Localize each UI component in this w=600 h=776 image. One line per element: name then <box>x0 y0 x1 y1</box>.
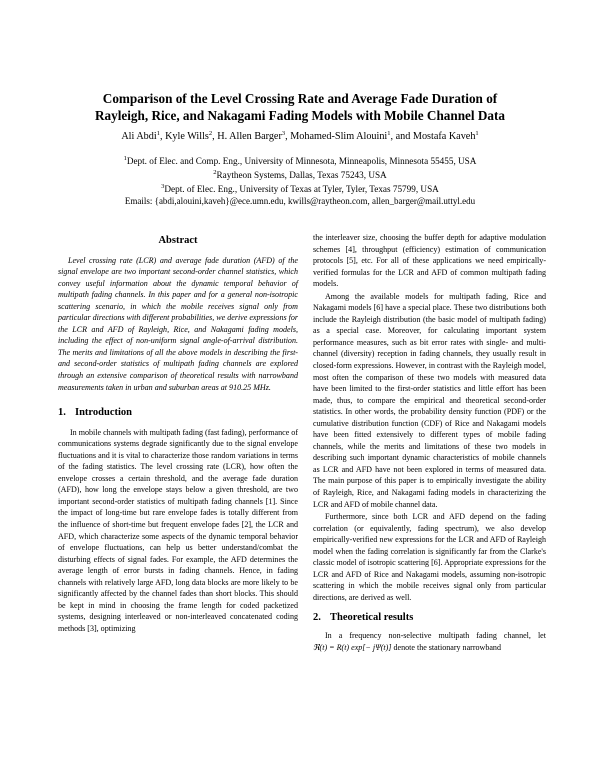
author-affil-mark: 1 <box>387 130 391 137</box>
author-separator: , <box>212 131 218 142</box>
author-affil-mark: 1 <box>156 130 160 137</box>
affil-mark: 3 <box>161 183 165 190</box>
author-list <box>40 127 560 144</box>
section-heading-theoretical-results <box>313 612 546 624</box>
abstract-text: Level crossing rate (LCR) and average fade duration (AFD) of the signal envelope are two important second-order channel statistics, which convey useful information about the dynamic temporal behavior of multipath fading channels. In this paper and for a general non-isotropic scattering scenario, in which the mobile receives signal only from particular directions with different probabilities, we derive expressions for the LCR and AFD of Rayleigh, Rice, and Nakagami fading models, including the effect of non-uniform signal angle-of-arrival distribution. The merits and limitations of all the above models in describing the first- and second-order statistics of multipath fading channels are explored through an extensive comparison of theoretical results with narrowband measurements taken in urban and suburban areas at 910.25 MHz. <box>58 255 298 392</box>
author-affil-mark: 2 <box>208 130 213 137</box>
affil-mark: 2 <box>213 169 217 176</box>
author-name: Mostafa Kaveh <box>412 131 476 142</box>
affil-text: Dept. of Elec. Eng., University of Texas at Tyler, Tyler, Texas 75799, USA <box>164 184 439 194</box>
section-number: 2. <box>313 611 321 623</box>
affiliation-3 <box>40 180 560 196</box>
section-title: Theoretical results <box>330 611 414 623</box>
title-line-1: Comparison of the Level Crossing Rate and Average Fade Duration of <box>102 91 498 106</box>
section-number: 1. <box>58 407 66 419</box>
theory-text: denote the stationary narrowband <box>393 642 501 652</box>
right-column <box>313 232 546 653</box>
abstract-heading: Abstract <box>158 235 198 246</box>
section-title: Introduction <box>75 407 132 419</box>
theory-paragraph-1 <box>313 630 546 653</box>
author-name: H. Allen Barger <box>217 131 282 142</box>
author-name: Kyle Wills <box>165 131 209 142</box>
author-emails: Emails: {abdi,alouini,kaveh}@ece.umn.edu, kwills@raytheon.com, allen_barger@mail.uttyl.edu <box>124 196 476 206</box>
paper-title <box>60 90 540 124</box>
author-name: Ali Abdi <box>121 131 157 142</box>
author-separator: , <box>285 131 291 142</box>
author-affil-mark: 3 <box>281 130 286 137</box>
author-name: Mohamed-Slim Alouini <box>290 131 388 142</box>
title-line-2: Rayleigh, Rice, and Nakagami Fading Models with Mobile Channel Data <box>95 108 505 123</box>
author-separator: , <box>159 131 166 142</box>
affil-text: Dept. of Elec. and Comp. Eng., University of Minnesota, Minneapolis, Minnesota 55455, USA <box>126 156 477 166</box>
equation-complex-envelope: ℜ(t) = R(t) exp[− jΨ(t)] <box>313 642 392 652</box>
intro-paragraph-1-continued: the interleaver size, choosing the buffer depth for adaptive modulation schemes [4], throughput (efficiency) estimation of communication protocols [5], etc. For all of these applications we need empirically-verified formulas for the LCR and AFD of common multipath fading models. <box>313 233 546 289</box>
section-heading-introduction <box>58 407 298 419</box>
affil-mark: 1 <box>123 155 127 162</box>
intro-paragraph-2: Among the available models for multipath fading, Rice and Nakagami models [6] have a special place. These two distributions both include the Rayleigh distribution (the basic model of multipath fading) as a special case. Moreover, for calculating important system performance measures, such as bit error rates with single- and multi-channel (diversity) reception in fading channels, they usually result in closed-form expressions. However, in contrast with the Rayleigh model, most often the comparison of these two models with measured data have been limited to the first-order statistics and little effort has been made, thus, to compare the empirical and theoretical second-order statistics. In other words, the probability density function (PDF) or the cumulative distribution function (CDF) of Rice and Nakagami models have been fitted extensively to different types of mobile fading channels, while the merits and limitations of these two models in describing such important dynamic characteristics of mobile channels as LCR and AFD have not been explored in terms of measured data. The main purpose of this paper is to empirically investigate the ability of Rayleigh, Rice, and Nakagami fading models in characterizing the LCR and AFD of mobile channel data. <box>313 291 546 509</box>
intro-paragraph-3: Furthermore, since both LCR and AFD depend on the fading correlation (or equivalently, fading spectrum), we also develop empirically-verified new expressions for the LCR and AFD of Rayleigh model when the fading correlation is significantly far from the Clarke's classic model of isotropic scattering [6]. Appropriate expressions for the LCR and AFD of Rice and Nakagami models, assuming non-isotropic scattering in which the mobile receives signal only from particular directions, are derived as well. <box>313 512 546 602</box>
theory-text: In a frequency non-selective multipath fading channel, let <box>325 631 546 641</box>
left-column <box>58 232 298 635</box>
author-affil-mark: 1 <box>475 130 479 137</box>
affil-text: Raytheon Systems, Dallas, Texas 75243, USA <box>216 170 387 180</box>
author-separator: , and <box>390 131 413 142</box>
intro-paragraph-1: In mobile channels with multipath fading (fast fading), performance of communications systems degrade significantly due to the signal envelope fluctuations and it is vital to characterize those random variations in terms of the fading statistics. The level crossing rate (LCR), how often the envelope crosses a certain threshold, and the average fade duration (AFD), how long the envelope stays below a given threshold, are two important second-order statistics of multipath fading channels [1]. Since the impact of long-time but rare envelope fades is totally different from the influence of short-time but frequent envelope fades [2], the LCR and AFD, which characterize some aspects of the dynamic temporal behavior of envelope fluctuations, can help us better understand/combat the disturbing effects of signal fades. For example, the AFD determines the average length of error bursts in fading channels. Hence, in fading channels with relatively large AFD, long data blocks are more likely to be significantly affected by the channel fades than short blocks. This should be kept in mind in choosing the frame length for coded packetized systems, designing interleaved or non-interleaved concatenated coding methods [3], optimizing <box>58 427 298 633</box>
